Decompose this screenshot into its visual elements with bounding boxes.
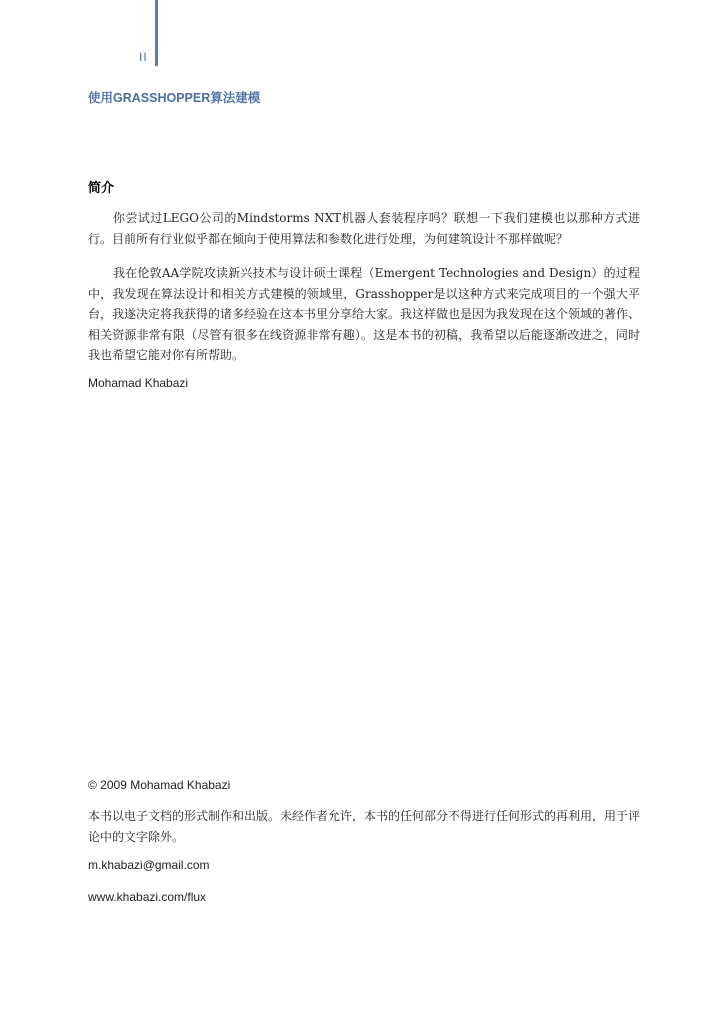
page-number: II xyxy=(139,50,148,64)
intro-paragraph-2: 我在伦敦AA学院攻读新兴技术与设计硕士课程（Emergent Technologies and Design）的过程中，我发现在算法设计和相关方式建模的领域里，Grasshopper是以这种方式来完成项目的一个强大平台，我遂决定将我获得的诸多经验在这本书里分享给大家。我这样做也是因为我发现在这个领域的著作、相关资源非常有限（尽管有很多在线资源非常有趣）。这是本书的初稿，我希望以后能逐渐改进之，同时我也希望它能对你有所帮助。 xyxy=(88,266,641,362)
rights-statement: 本书以电子文档的形式制作和出版。未经作者允许，本书的任何部分不得进行任何形式的再利用，用于评论中的文字除外。 xyxy=(88,809,641,844)
header-margin-rule xyxy=(155,0,158,66)
running-header-title: 使用GRASSHOPPER算法建模 xyxy=(88,91,261,105)
contact-email: m.khabazi@gmail.com xyxy=(88,858,210,872)
copyright-notice: © 2009 Mohamad Khabazi xyxy=(88,778,231,792)
section-heading: 简介 xyxy=(88,181,115,196)
website-url: www.khabazi.com/flux xyxy=(88,890,207,904)
author-name: Mohamad Khabazi xyxy=(88,376,189,390)
intro-paragraph-1: 你尝试过LEGO公司的Mindstorms NXT机器人套装程序吗？联想一下我们建模也以那种方式进行。目前所有行业似乎都在倾向于使用算法和参数化进行处理，为何建筑设计不那样做呢？ xyxy=(88,211,640,246)
